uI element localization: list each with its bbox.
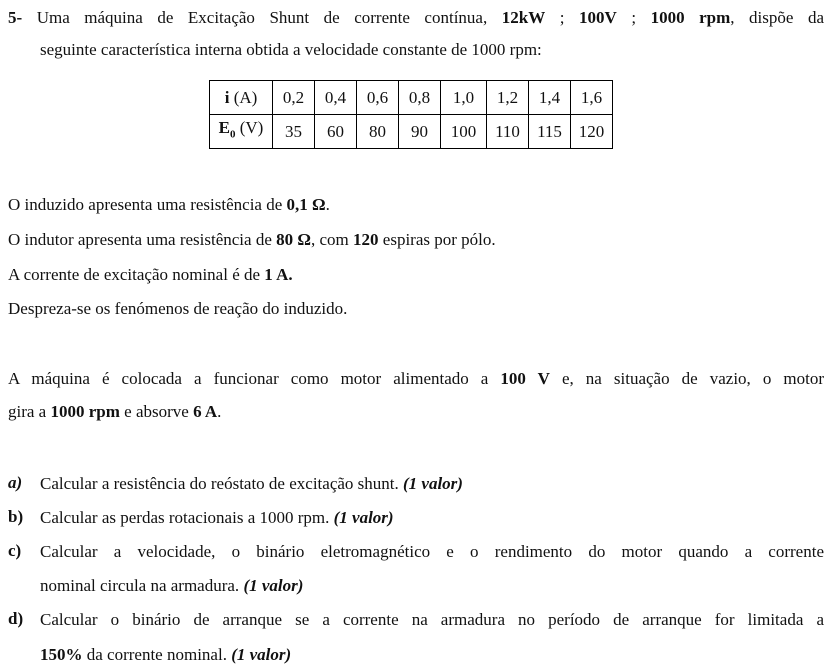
table-cell: 0,2 — [273, 81, 315, 115]
question-c-label: c) — [8, 541, 22, 560]
question-d-text-line1: Calcular o binário de arranque se a corrente na armadura no período de arranque for limitada a — [40, 610, 824, 629]
table-header-emf: $E_0$ (V) — [210, 115, 273, 149]
question-b-label: b) — [8, 507, 24, 526]
armature-resistance-line: O induzido apresenta uma resistência de 0,1 Ω. — [8, 195, 330, 214]
table-cell: 0,6 — [357, 81, 399, 115]
problem-number: 5- — [8, 8, 23, 27]
question-c-text-line1: Calcular a velocidade, o binário eletromagnético e o rendimento do motor quando a corrente — [40, 542, 824, 561]
table-cell: 100 — [441, 115, 487, 149]
question-a-label: a) — [8, 473, 23, 492]
table-cell: 60 — [315, 115, 357, 149]
table-cell: 0,8 — [399, 81, 441, 115]
table-row-current — [210, 81, 613, 115]
question-c-text-line2: nominal circula na armadura. (1 valor) — [40, 576, 304, 595]
table-cell: 80 — [357, 115, 399, 149]
table-cell: 110 — [487, 115, 529, 149]
question-b-text: Calcular as perdas rotacionais a 1000 rpm. (1 valor) — [40, 508, 394, 527]
question-d-label: d) — [8, 609, 24, 628]
question-d-text-line2: 150% da corrente nominal. (1 valor) — [40, 645, 292, 664]
field-resistance-line: O indutor apresenta uma resistência de 80 Ω, com 120 espiras por pólo. — [8, 230, 496, 249]
table-cell: 90 — [399, 115, 441, 149]
problem-intro-line2: seguinte característica interna obtida a velocidade constante de 1000 rpm: — [40, 40, 542, 59]
question-a-text: Calcular a resistência do reóstato de excitação shunt. (1 valor) — [40, 474, 463, 493]
table-header-current: i (A) — [210, 81, 273, 115]
table-cell: 115 — [529, 115, 571, 149]
table-cell: 1,4 — [529, 81, 571, 115]
table-cell: 1,6 — [571, 81, 613, 115]
table-cell: 1,0 — [441, 81, 487, 115]
table-cell: 0,4 — [315, 81, 357, 115]
characteristic-table — [209, 80, 613, 149]
operation-line2: gira a 1000 rpm e absorve 6 A. — [8, 402, 222, 421]
table-cell: 1,2 — [487, 81, 529, 115]
operation-line1: A máquina é colocada a funcionar como motor alimentado a 100 V e, na situação de vazio, o motor — [8, 369, 824, 388]
table-cell: 35 — [273, 115, 315, 149]
armature-reaction-line: Despreza-se os fenómenos de reação do induzido. — [8, 299, 348, 318]
problem-intro-line1: 5- Uma máquina de Excitação Shunt de corrente contínua, 12kW ; 100V ; 1000 rpm, dispõe da — [8, 8, 825, 27]
field-current-line: A corrente de excitação nominal é de 1 A. — [8, 265, 293, 284]
table-row-emf — [210, 115, 613, 149]
table-cell: 120 — [571, 115, 613, 149]
